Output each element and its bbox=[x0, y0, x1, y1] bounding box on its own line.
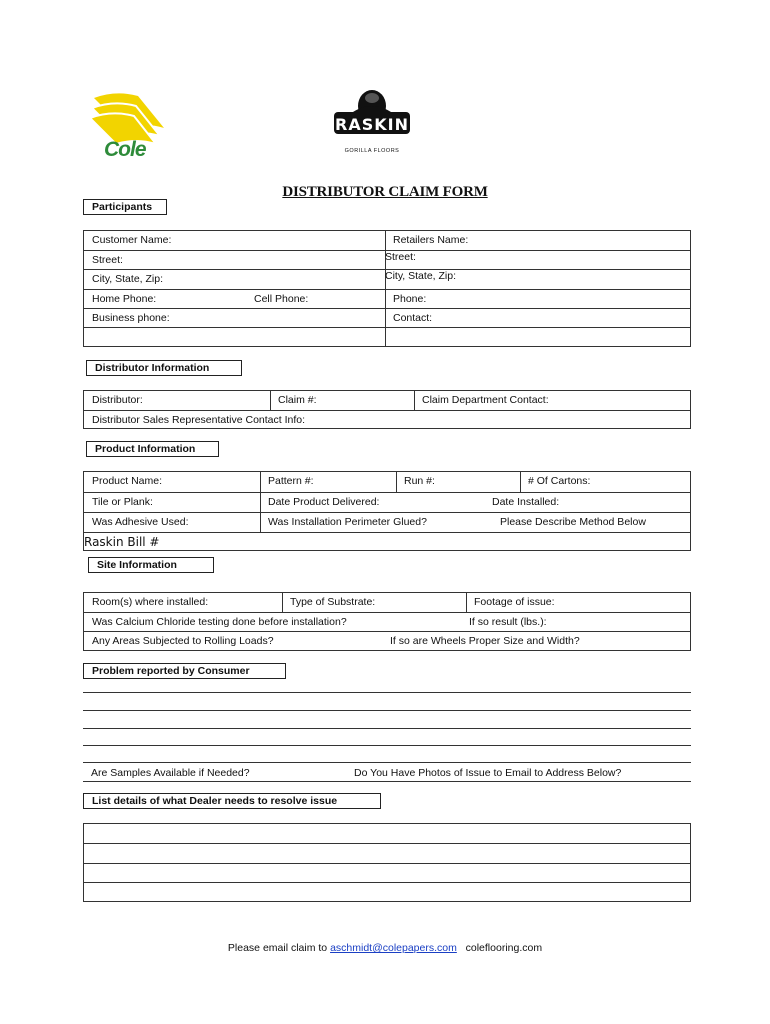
distributor-field[interactable]: Distributor: bbox=[92, 394, 143, 406]
section-site-information: Site Information bbox=[88, 557, 214, 573]
section-participants: Participants bbox=[83, 199, 167, 215]
resolve-line[interactable] bbox=[84, 882, 690, 902]
customer-name-field[interactable]: Customer Name: bbox=[92, 234, 172, 246]
home-phone-field[interactable]: Home Phone: bbox=[92, 293, 157, 305]
adhesive-field[interactable]: Was Adhesive Used: bbox=[92, 516, 189, 528]
customer-city-field[interactable]: City, State, Zip: bbox=[92, 273, 163, 285]
raskin-bill-field[interactable]: Raskin Bill # bbox=[84, 535, 160, 549]
section-product-information: Product Information bbox=[86, 441, 219, 457]
problem-line[interactable] bbox=[83, 693, 691, 710]
problem-line[interactable] bbox=[83, 745, 691, 763]
sales-rep-field[interactable]: Distributor Sales Representative Contact Info: bbox=[92, 414, 306, 426]
section-resolve-details: List details of what Dealer needs to resolve issue bbox=[83, 793, 381, 809]
cole-logo-text: Cole bbox=[104, 138, 146, 161]
section-distributor-information: Distributor Information bbox=[86, 360, 242, 376]
retailer-street-field[interactable]: Street: bbox=[385, 251, 416, 263]
product-grid bbox=[83, 471, 691, 551]
participants-grid bbox=[83, 230, 691, 347]
photos-available-field[interactable]: Do You Have Photos of Issue to Email to Address Below? bbox=[354, 767, 622, 779]
retailer-phone-field[interactable]: Phone: bbox=[393, 293, 427, 305]
calcium-testing-field[interactable]: Was Calcium Chloride testing done before installation? bbox=[92, 616, 347, 628]
resolve-line[interactable] bbox=[84, 843, 690, 863]
website-text: coleflooring.com bbox=[465, 942, 543, 954]
raskin-logo bbox=[328, 84, 416, 160]
claim-contact-field[interactable]: Claim Department Contact: bbox=[422, 394, 549, 406]
form-title: DISTRIBUTOR CLAIM FORM bbox=[282, 184, 488, 200]
footer bbox=[0, 942, 770, 954]
substrate-field[interactable]: Type of Substrate: bbox=[290, 596, 376, 608]
site-grid bbox=[83, 592, 691, 651]
tile-plank-field[interactable]: Tile or Plank: bbox=[92, 496, 153, 508]
section-problem-reported: Problem reported by Consumer bbox=[83, 663, 286, 679]
samples-available-field[interactable]: Are Samples Available if Needed? bbox=[91, 767, 250, 779]
pattern-field[interactable]: Pattern #: bbox=[268, 475, 314, 487]
run-field[interactable]: Run #: bbox=[404, 475, 435, 487]
describe-method-label: Please Describe Method Below bbox=[500, 516, 646, 528]
retailers-name-field[interactable]: Retailers Name: bbox=[393, 234, 469, 246]
product-name-field[interactable]: Product Name: bbox=[92, 475, 163, 487]
cell-phone-field[interactable]: Cell Phone: bbox=[254, 293, 309, 305]
distributor-grid bbox=[83, 390, 691, 429]
resolve-grid bbox=[83, 823, 691, 902]
email-link[interactable]: aschmidt@colepapers.com bbox=[330, 942, 457, 954]
perimeter-glued-field[interactable]: Was Installation Perimeter Glued? bbox=[268, 516, 427, 528]
participants-blank-row[interactable] bbox=[84, 327, 690, 347]
problem-line[interactable] bbox=[83, 710, 691, 728]
raskin-logo-subtitle: GORILLA FLOORS bbox=[344, 148, 400, 154]
problem-grid bbox=[83, 692, 691, 782]
rooms-installed-field[interactable]: Room(s) where installed: bbox=[92, 596, 209, 608]
resolve-line[interactable] bbox=[84, 863, 690, 883]
date-installed-field[interactable]: Date Installed: bbox=[492, 496, 560, 508]
test-result-field[interactable]: If so result (lbs.): bbox=[469, 616, 547, 628]
rolling-loads-field[interactable]: Any Areas Subjected to Rolling Loads? bbox=[92, 635, 274, 647]
problem-line[interactable] bbox=[83, 728, 691, 746]
cartons-field[interactable]: # Of Cartons: bbox=[528, 475, 591, 487]
business-phone-field[interactable]: Business phone: bbox=[92, 312, 170, 324]
cole-logo bbox=[86, 88, 168, 164]
claim-number-field[interactable]: Claim #: bbox=[278, 394, 317, 406]
footer-prefix: Please email claim to bbox=[227, 942, 328, 954]
retailer-contact-field[interactable]: Contact: bbox=[393, 312, 433, 324]
customer-street-field[interactable]: Street: bbox=[92, 254, 123, 266]
date-delivered-field[interactable]: Date Product Delivered: bbox=[268, 496, 380, 508]
footage-field[interactable]: Footage of issue: bbox=[474, 596, 555, 608]
wheels-size-field[interactable]: If so are Wheels Proper Size and Width? bbox=[390, 635, 580, 647]
raskin-logo-text: RASKIN bbox=[335, 115, 409, 134]
retailer-city-field[interactable]: City, State, Zip: bbox=[385, 270, 456, 282]
resolve-line[interactable] bbox=[84, 824, 690, 843]
